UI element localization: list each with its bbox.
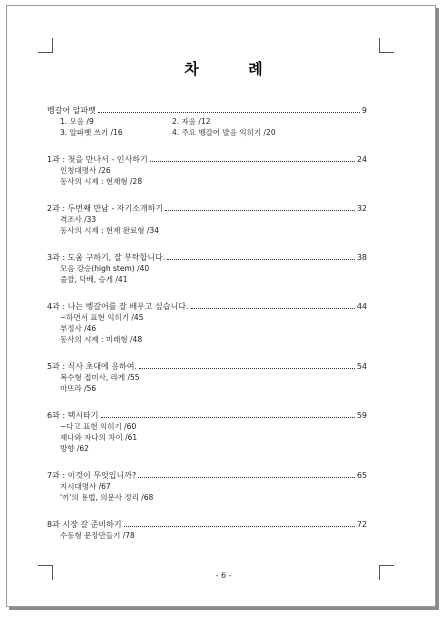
toc-subentry[interactable]: ~다고 표현 익히기 /60 <box>60 422 137 431</box>
dot-leader <box>150 153 355 162</box>
toc-subentry[interactable]: 방향 /62 <box>60 444 89 453</box>
toc-entry-page: 54 <box>356 362 367 371</box>
toc-entry[interactable] <box>47 409 367 421</box>
toc-subentry-row <box>47 225 367 236</box>
toc-subentry-row <box>47 530 367 541</box>
toc-subentry[interactable]: 모음 강승(high stem) /40 <box>60 264 150 273</box>
dot-leader <box>165 202 355 211</box>
toc-subentry-row <box>47 274 367 285</box>
toc-subentry[interactable]: 지시대명사 /67 <box>60 482 111 491</box>
toc-entry-title: 1과 : 첫을 만나서 - 인사하기 <box>47 155 148 164</box>
toc-chapter <box>47 104 367 138</box>
toc-subentry-row <box>47 383 367 394</box>
toc-subentry[interactable]: '끼'의 용법, 의문사 정리 /68 <box>60 493 154 502</box>
toc-subentry[interactable]: 격조사 /33 <box>60 215 97 224</box>
toc-subentry[interactable]: 마뜨라 /56 <box>60 384 97 393</box>
toc-chapter <box>47 300 367 345</box>
toc-subentry[interactable]: 1. 모음 /9 <box>60 117 94 126</box>
toc-entry[interactable] <box>47 251 367 263</box>
toc-chapter <box>47 469 367 503</box>
toc-subentry-row <box>47 116 367 127</box>
toc-subentry[interactable]: 인칭대명사 /26 <box>60 166 111 175</box>
toc-subentry[interactable]: 동사의 시제 : 미래형 /48 <box>60 335 143 344</box>
page-title: 차 례 <box>184 60 285 78</box>
toc-entry-title: 벵갈어 알파벳 <box>47 106 96 115</box>
toc-subentry[interactable]: 수동형 문장만들기 /78 <box>60 531 135 540</box>
toc-entry-title: 7과 : 이것이 무엇입니까? <box>47 471 137 480</box>
toc-subentry[interactable]: 2. 자음 /12 <box>172 117 211 126</box>
dot-leader <box>139 360 355 369</box>
toc-chapter <box>47 360 367 394</box>
toc-entry-page: 44 <box>356 302 367 311</box>
table-of-contents <box>47 104 367 556</box>
toc-subentry[interactable]: 동사의 시제 : 현재형 /28 <box>60 177 143 186</box>
toc-subentry-row <box>47 214 367 225</box>
crop-mark-top-left <box>38 38 53 53</box>
toc-subentry[interactable]: 재나와 자나의 차이 /61 <box>60 433 138 442</box>
toc-subentry-row <box>47 176 367 187</box>
toc-subentry-row <box>47 334 367 345</box>
toc-subentry[interactable]: 3. 알파벳 쓰기 /16 <box>60 128 123 137</box>
dot-leader <box>98 104 360 113</box>
toc-subentry-row <box>47 443 367 454</box>
crop-mark-top-right <box>379 38 394 53</box>
toc-subentry-row <box>47 372 367 383</box>
toc-entry-page: 9 <box>361 106 367 115</box>
dot-leader <box>191 300 355 309</box>
toc-chapter <box>47 251 367 285</box>
toc-subentry[interactable]: 줄깔, 닥베, 승게 /41 <box>60 275 128 284</box>
toc-subentry[interactable]: 복수형 접미사, 라게 /55 <box>60 373 140 382</box>
toc-subentry[interactable]: 부정사 /46 <box>60 324 97 333</box>
toc-entry[interactable] <box>47 202 367 214</box>
toc-subentry-row <box>47 127 367 138</box>
toc-entry[interactable] <box>47 104 367 116</box>
toc-entry-title: 6과 : 택시타기 <box>47 411 99 420</box>
toc-subentry-row <box>47 263 367 274</box>
toc-subentry[interactable]: 4. 주요 벵갈어 발음 익히기 /20 <box>172 128 276 137</box>
toc-subentry[interactable]: 동사의 시제 : 현재 완료형 /34 <box>60 226 159 235</box>
toc-subentry-row <box>47 492 367 503</box>
dot-leader <box>101 409 355 418</box>
toc-chapter <box>47 409 367 454</box>
toc-entry[interactable] <box>47 153 367 165</box>
toc-subentry[interactable]: ~하면서 표현 익히기 /45 <box>60 313 144 322</box>
page-number: - 6 - <box>215 571 232 580</box>
toc-entry-title: 3과 : 도움 구하기, 잘 부탁합니다. <box>47 253 166 262</box>
toc-subentry-row <box>47 165 367 176</box>
toc-entry-page: 32 <box>356 204 367 213</box>
toc-entry-title: 5과 : 식사 초대에 응하여. <box>47 362 138 371</box>
toc-chapter <box>47 202 367 236</box>
toc-chapter <box>47 153 367 187</box>
toc-entry-page: 65 <box>356 471 367 480</box>
toc-entry-title: 4과 : 나는 벵갈어를 잘 배우고 싶습니다. <box>47 302 189 311</box>
toc-subentry-row <box>47 312 367 323</box>
toc-subentry-row <box>47 432 367 443</box>
toc-entry[interactable] <box>47 360 367 372</box>
toc-subentry-row <box>47 421 367 432</box>
toc-entry-title: 8과 시장 갈 준비하기 <box>47 520 122 529</box>
toc-entry-page: 24 <box>356 155 367 164</box>
toc-subentry-row <box>47 323 367 334</box>
toc-entry[interactable] <box>47 469 367 481</box>
toc-subentry-row <box>47 481 367 492</box>
dot-leader <box>138 469 355 478</box>
toc-entry-page: 59 <box>356 411 367 420</box>
toc-entry-page: 38 <box>356 253 367 262</box>
toc-chapter <box>47 518 367 541</box>
dot-leader <box>167 251 354 260</box>
toc-entry[interactable] <box>47 300 367 312</box>
toc-entry-title: 2과 : 두번째 만남 - 자기소개하기 <box>47 204 164 213</box>
dot-leader <box>124 518 355 527</box>
toc-entry-page: 72 <box>356 520 367 529</box>
toc-entry[interactable] <box>47 518 367 530</box>
